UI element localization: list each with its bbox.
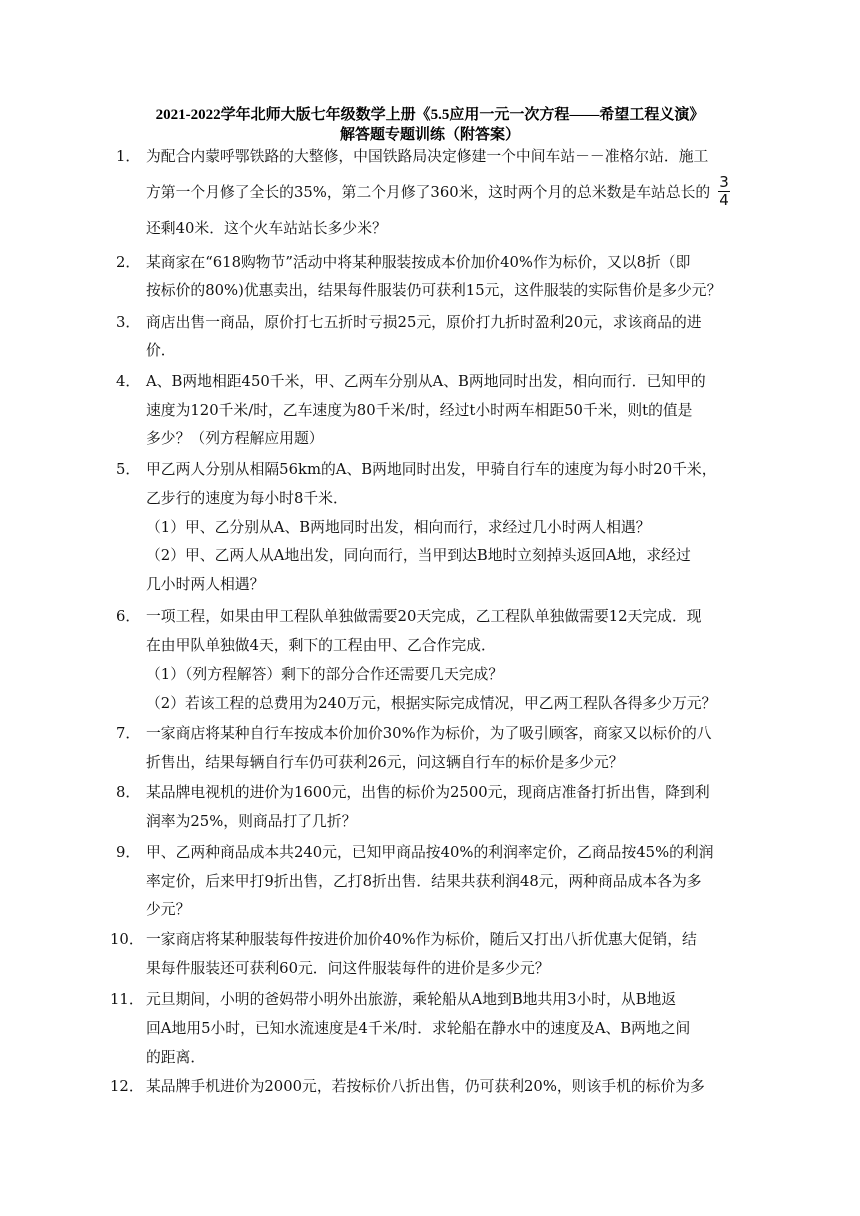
fraction [717, 174, 731, 209]
problem-line: 折售出，结果每辆自行车仍可获利26元，问这辆自行车的标价是多少元？ [146, 754, 624, 771]
problem-number: 5． [116, 461, 141, 478]
document-subtitle: 解答题专题训练（附答案） [339, 127, 520, 143]
problem-line: 为配合内蒙呼鄂铁路的大整修，中国铁路局决定修建一个中间车站－－准格尔站．施工 [146, 148, 709, 165]
problem-line: 按标价的80%)优惠卖出，结果每件服装仍可获利15元，这件服装的实际售价是多少元？ [146, 282, 722, 299]
problem-number: 3． [116, 314, 141, 331]
problem-line: 价． [146, 342, 176, 359]
document-title: 2021-2022学年北师大版七年级数学上册《5.5应用一元一次方程——希望工程义演》 [155, 107, 705, 123]
problem-number: 1． [116, 148, 141, 165]
problem-subpart: （2）若该工程的总费用为240万元，根据实际完成情况，甲乙两工程队各得多少万元？ [146, 695, 717, 712]
problem-number: 4． [116, 373, 141, 390]
problem-line: 乙步行的速度为每小时8千米． [146, 490, 348, 507]
problem-line: 的距离． [146, 1049, 206, 1066]
problem-line: 某品牌电视机的进价为1600元，出售的标价为2500元，现商店准备打折出售，降到利 [146, 784, 710, 801]
problem-number: 9． [116, 844, 141, 861]
problem-line: A、B两地相距450千米，甲、乙两车分别从A、B两地同时出发，相向而行．已知甲的 [146, 373, 706, 390]
problem-line: 甲、乙两种商品成本共240元，已知甲商品按40%的利润率定价，乙商品按45%的利润 [146, 844, 714, 861]
problem-subpart: （1）甲、乙分别从A、B两地同时出发，相向而行，求经过几小时两人相遇？ [146, 519, 651, 536]
problem-line: 一项工程，如果由甲工程队单独做需要20天完成，乙工程队单独做需要12天完成．现 [146, 608, 702, 625]
problem-line: 某商家在“618购物节”活动中将某种服装按成本价加价40%作为标价，又以8折（即 [146, 254, 691, 271]
problem-line: 某品牌手机进价为2000元，若按标价八折出售，仍可获利20%，则该手机的标价为多 [146, 1078, 705, 1095]
problem-line: 方第一个月修了全长的35%，第二个月修了360米，这时两个月的总米数是车站总长的 [146, 184, 711, 201]
problem-line: 一家商店将某种自行车按成本价加价30%作为标价，为了吸引顾客，商家又以标价的八 [146, 725, 712, 742]
problem-line: 元旦期间，小明的爸妈带小明外出旅游，乘轮船从A地到B地共用3小时，从B地返 [146, 991, 677, 1008]
problem-subpart: （2）甲、乙两人从A地出发，同向而行，当甲到达B地时立刻掉头返回A地，求经过 [146, 547, 691, 564]
problem-number: 12． [110, 1078, 144, 1095]
problem-line: 润率为25%，则商品打了几折？ [146, 813, 357, 830]
problem-line: 几小时两人相遇？ [146, 576, 265, 593]
problem-subpart: （1）（列方程解答）剩下的部分合作还需要几天完成？ [146, 666, 504, 683]
problem-line: 还剩40米．这个火车站站长多少米？ [146, 220, 387, 237]
problem-number: 2． [116, 254, 141, 271]
fraction-numerator: 3 [719, 173, 729, 191]
problem-number: 11． [110, 991, 144, 1008]
problem-line: 速度为120千米/时，乙车速度为80千米/时，经过t小时两车相距50千米，则t的值是 [146, 402, 693, 419]
problem-line: 少元？ [146, 901, 191, 918]
problem-number: 8． [116, 784, 141, 801]
problem-number: 10． [110, 931, 144, 948]
problem-line: 率定价，后来甲打9折出售，乙打8折出售．结果共获利润48元，两种商品成本各为多 [146, 873, 702, 890]
problem-line: 一家商店将某种服装每件按进价加价40%作为标价，随后又打出八折优惠大促销，结 [146, 931, 697, 948]
problem-line: 商店出售一商品，原价打七五折时亏损25元，原价打九折时盈利20元，求该商品的进 [146, 314, 702, 331]
problem-line: 果每件服装还可获利60元．问这件服装每件的进价是多少元？ [146, 960, 550, 977]
problem-number: 6． [116, 608, 141, 625]
problem-number: 7． [116, 725, 141, 742]
problem-line: 多少？（列方程解应用题） [146, 430, 324, 447]
problem-line: 回A地用5小时，已知水流速度是4千米/时．求轮船在静水中的速度及A、B两地之间 [146, 1020, 691, 1037]
problem-line: 甲乙两人分别从相隔56km的A、B两地同时出发，甲骑自行车的速度为每小时20千米， [146, 461, 717, 478]
fraction-denominator: 4 [719, 191, 729, 209]
problem-line: 在由甲队单独做4天，剩下的工程由甲、乙合作完成． [146, 637, 496, 654]
